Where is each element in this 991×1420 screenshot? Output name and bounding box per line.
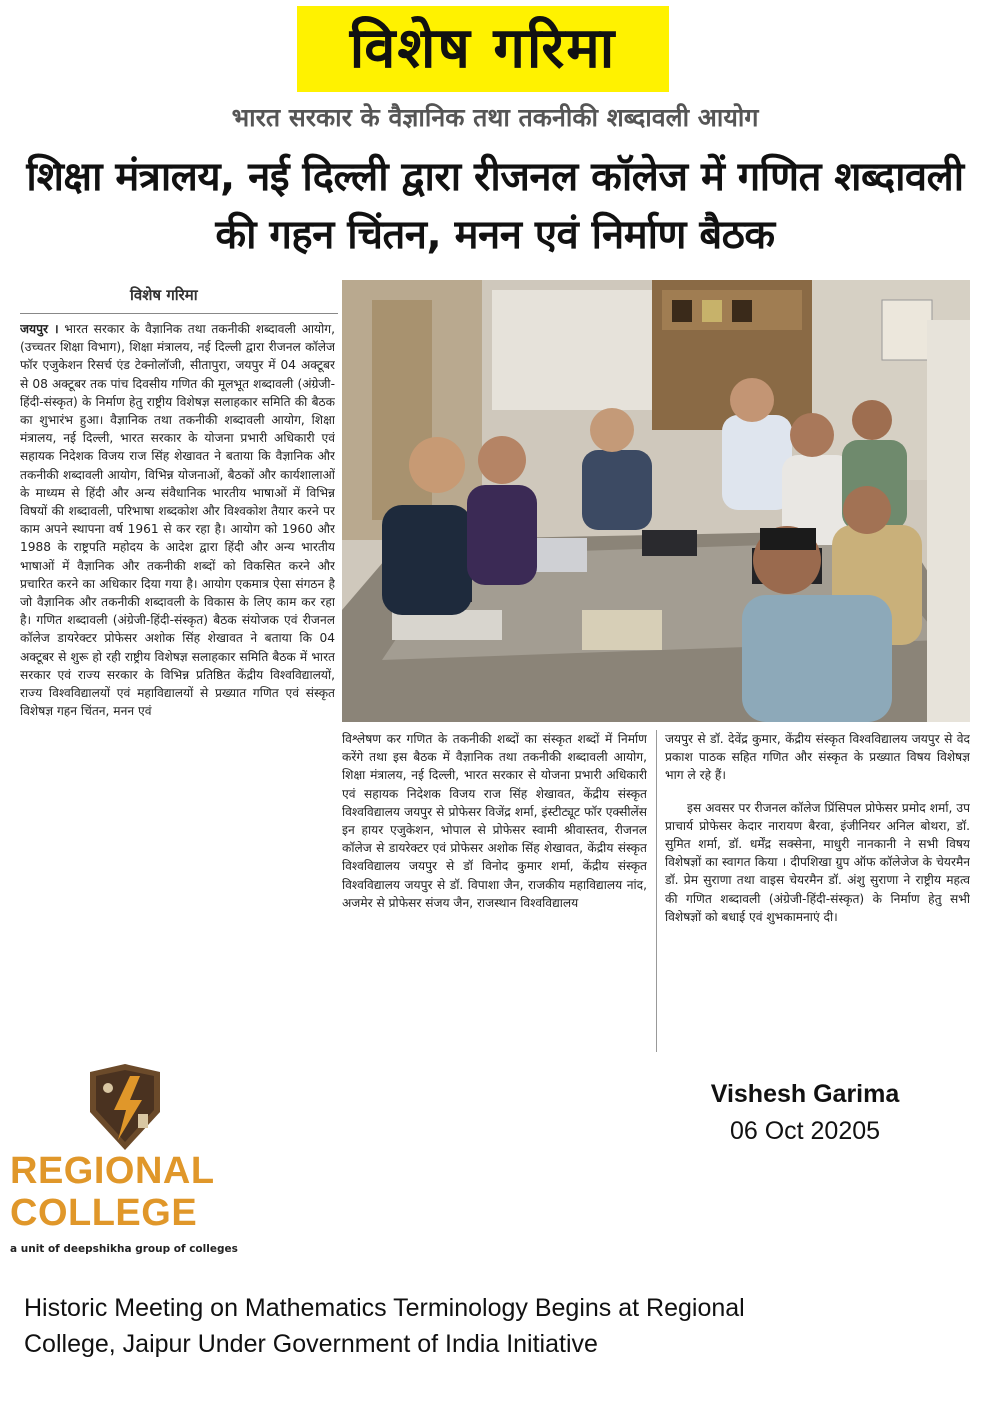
byline-divider	[20, 313, 338, 314]
meeting-photo	[342, 280, 970, 722]
masthead-banner	[297, 6, 669, 92]
article-column-1	[20, 320, 335, 1052]
english-caption: Historic Meeting on Mathematics Terminology Begins at Regional College, Jaipur Under Government of India Initiative	[24, 1294, 745, 1358]
meeting-photo-illustration	[342, 280, 970, 722]
college-logo	[10, 1062, 240, 1156]
publication-date: 06 Oct 20205	[729, 1117, 881, 1145]
article-column-3	[665, 730, 970, 1052]
college-name: REGIONAL COLLEGE	[10, 1150, 214, 1234]
masthead-title: विशेष गरिमा	[349, 16, 617, 81]
article-headline: शिक्षा मंत्रालय, नई दिल्ली द्वारा रीजनल कॉलेज में गणित शब्दावली की गहन चिंतन, मनन एवं निर्माण बैठक	[26, 154, 964, 258]
article-column-2: विश्लेषण कर गणित के तकनीकी शब्दों का संस्कृत शब्दों में निर्माण करेंगे तथा इस बैठक में वैज्ञानिक तथा तकनीकी शब्दावली आयोग, शिक्षा मंत्रालय, नई दिल्ली, भारत सरकार से योजना प्रभारी अधिकारी एवं सहायक निदेशक विजय राज सिंह शेखावत, केंद्रीय संस्कृत विश्वविद्यालय जयपुर से प्रोफेसर विजेंद्र शर्मा, इंस्टीट्यूट फॉर एक्सीलेंस इन हायर एजुकेशन, भोपाल से प्रोफेसर स्वामी श्रीवास्तव, रीजनल कॉलेज से डायरेक्टर एवं प्रोफेसर अशोक सिंह शेखावत, केंद्रीय संस्कृत विश्वविद्यालय जयपुर से डॉ विनोद कुमार शर्मा, केंद्रीय संस्कृत विश्वविद्यालय जयपुर से डॉ. विपाशा जैन, राजकीय महाविद्यालय नांद, अजमेर से प्रोफेसर संजय जैन, राजस्थान विश्वविद्यालय	[342, 732, 647, 910]
column-3-paragraph-1: जयपुर से डॉ. देवेंद्र कुमार, केंद्रीय संस्कृत विश्वविद्यालय जयपुर से वेद प्रकाश पाठक सहित गणित और संस्कृत के प्रख्यात विषय विशेषज्ञ भाग ले रहे हैं।	[665, 732, 970, 783]
column-3-paragraph-2: इस अवसर पर रीजनल कॉलेज प्रिंसिपल प्रोफेसर प्रमोद शर्मा, उप प्राचार्य प्रोफेसर केदार नारायण बैरवा, इंजीनियर अनिल बोथरा, डॉ. सुमित शर्मा, डॉ. धर्मेंद्र सक्सेना, माधुरी नानकानी ने सभी विषय विशेषज्ञों का स्वागत किया । दीपशिखा ग्रुप ऑफ कॉलेजेज के चेयरमैन डॉ. प्रेम सुराणा तथा वाइस चेयरमैन डॉ. अंशु सुराणा ने राष्ट्रीय महत्व की गणित शब्दावली (अंग्रेजी-हिंदी-संस्कृत) के निर्माण हेतु सभी विशेषज्ञों को बधाई एवं शुभकामनाएं दी।	[665, 800, 970, 924]
article-byline: विशेष गरिमा	[130, 286, 198, 304]
college-tagline: a unit of deepshikha group of colleges	[10, 1243, 238, 1255]
article-kicker: भारत सरकार के वैज्ञानिक तथा तकनीकी शब्दावली आयोग	[231, 103, 759, 132]
article-dateline: जयपुर ।	[20, 322, 59, 336]
publication-name: Vishesh Garima	[710, 1080, 900, 1108]
shield-icon	[10, 1062, 240, 1152]
column-divider	[656, 730, 657, 1052]
column-1-text: भारत सरकार के वैज्ञानिक तथा तकनीकी शब्दावली आयोग, (उच्चतर शिक्षा विभाग), शिक्षा मंत्रालय, नई दिल्ली द्वारा रीजनल कॉलेज फॉर एजुकेशन रिसर्च एंड टेक्नोलॉजी, सीतापुरा, जयपुर में 04 अक्टूबर से 08 अक्टूबर तक पांच दिवसीय गणित की मूलभूत शब्दावली (अंग्रेजी-हिंदी-संस्कृत) के निर्माण हेतु राष्ट्रीय विशेषज्ञ सलाहकार समिति की बैठक का शुभारंभ हुआ। वैज्ञानिक तथा तकनीकी शब्दावली आयोग, शिक्षा मंत्रालय, नई दिल्ली, भारत सरकार के योजना प्रभारी अधिकारी एवं सहायक निदेशक विजय राज सिंह शेखावत ने बताया कि वैज्ञानिक और तकनीकी शब्दावली आयोग, विभिन्न योजनाओं, बैठकों और कार्यशालाओं के माध्यम से हिंदी और अन्य संवैधानिक भारतीय भाषाओं में विभिन्न विषयों की शब्दावली, परिभाषा शब्दकोश और विश्वकोश तैयार करने पर काम अपने स्थापना वर्ष 1961 से कर रहा है। आयोग को 1960 और 1988 के राष्ट्रपति महोदय के आदेश द्वारा हिंदी और अन्य भारतीय भाषाओं में वैज्ञानिक और तकनीकी शब्दों को विकसित करने और प्रचारित करने का अधिकार दिया गया है। आयोग एकमात्र ऐसा संगठन है जो वैज्ञानिक और तकनीकी शब्दावली के विकास के लिए काम कर रहा है। गणित शब्दावली (अंग्रेजी-हिंदी-संस्कृत) बैठक संयोजक एवं रीजनल कॉलेज डायरेक्टर प्रोफेसर अशोक सिंह शेखावत ने बताया कि 04 अक्टूबर से शुरू हो रही राष्ट्रीय विशेषज्ञ सलाहकार समिति बैठक में भारत सरकार एवं राज्य सरकार के विभिन्न प्रतिष्ठित केंद्रीय विश्वविद्यालयों, राज्य विश्वविद्यालयों एवं महाविद्यालयों से प्रख्यात गणित एवं संस्कृत विशेषज्ञ गहन चिंतन, मनन एवं	[20, 322, 335, 719]
